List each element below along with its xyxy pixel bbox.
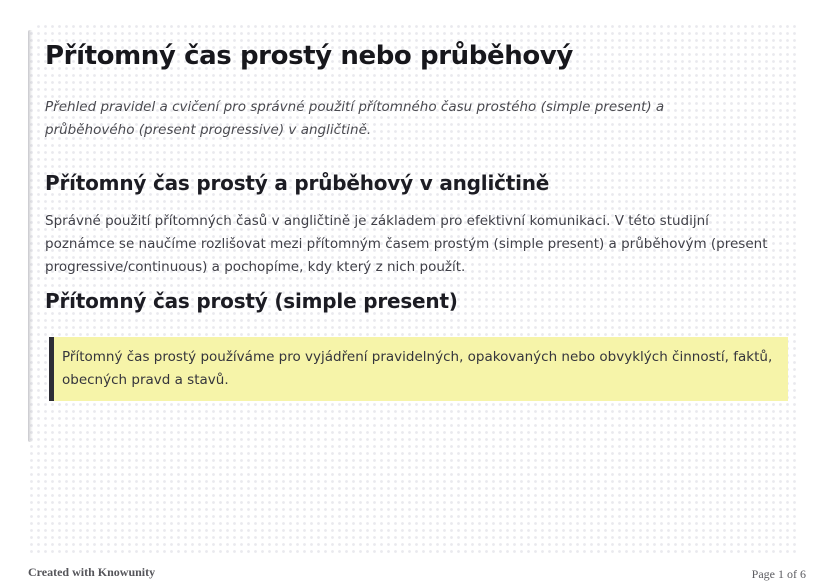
- page-edge-shadow: [28, 30, 33, 442]
- section-heading-overview: Přítomný čas prostý a průběhový v angličtině: [45, 171, 550, 195]
- document-subtitle: Přehled pravidel a cvičení pro správné použití přítomného času prostého (simple present) a průběhového (present progressive) v angličtině.: [45, 99, 665, 138]
- created-with-label: Created with Knowunity: [28, 565, 156, 579]
- note-page: [30, 25, 800, 557]
- page-number-label: Page 1 of 6: [751, 567, 806, 581]
- section-body-overview: Správné použití přítomných časů v angličtině je základem pro efektivní komunikaci. V této studijní poznámce se naučíme rozlišovat mezi přítomným časem prostým (simple present) a průběhovým (present progressive/continuous) a pochopíme, kdy který z nich použít.: [45, 213, 768, 275]
- document-title: Přítomný čas prostý nebo průběhový: [45, 41, 573, 71]
- section-heading-simple-present: Přítomný čas prostý (simple present): [45, 289, 458, 313]
- definition-callout-text: Přítomný čas prostý používáme pro vyjádření pravidelných, opakovaných nebo obvyklých činností, faktů, obecných pravd a stavů.: [62, 349, 773, 388]
- definition-callout: [49, 337, 788, 401]
